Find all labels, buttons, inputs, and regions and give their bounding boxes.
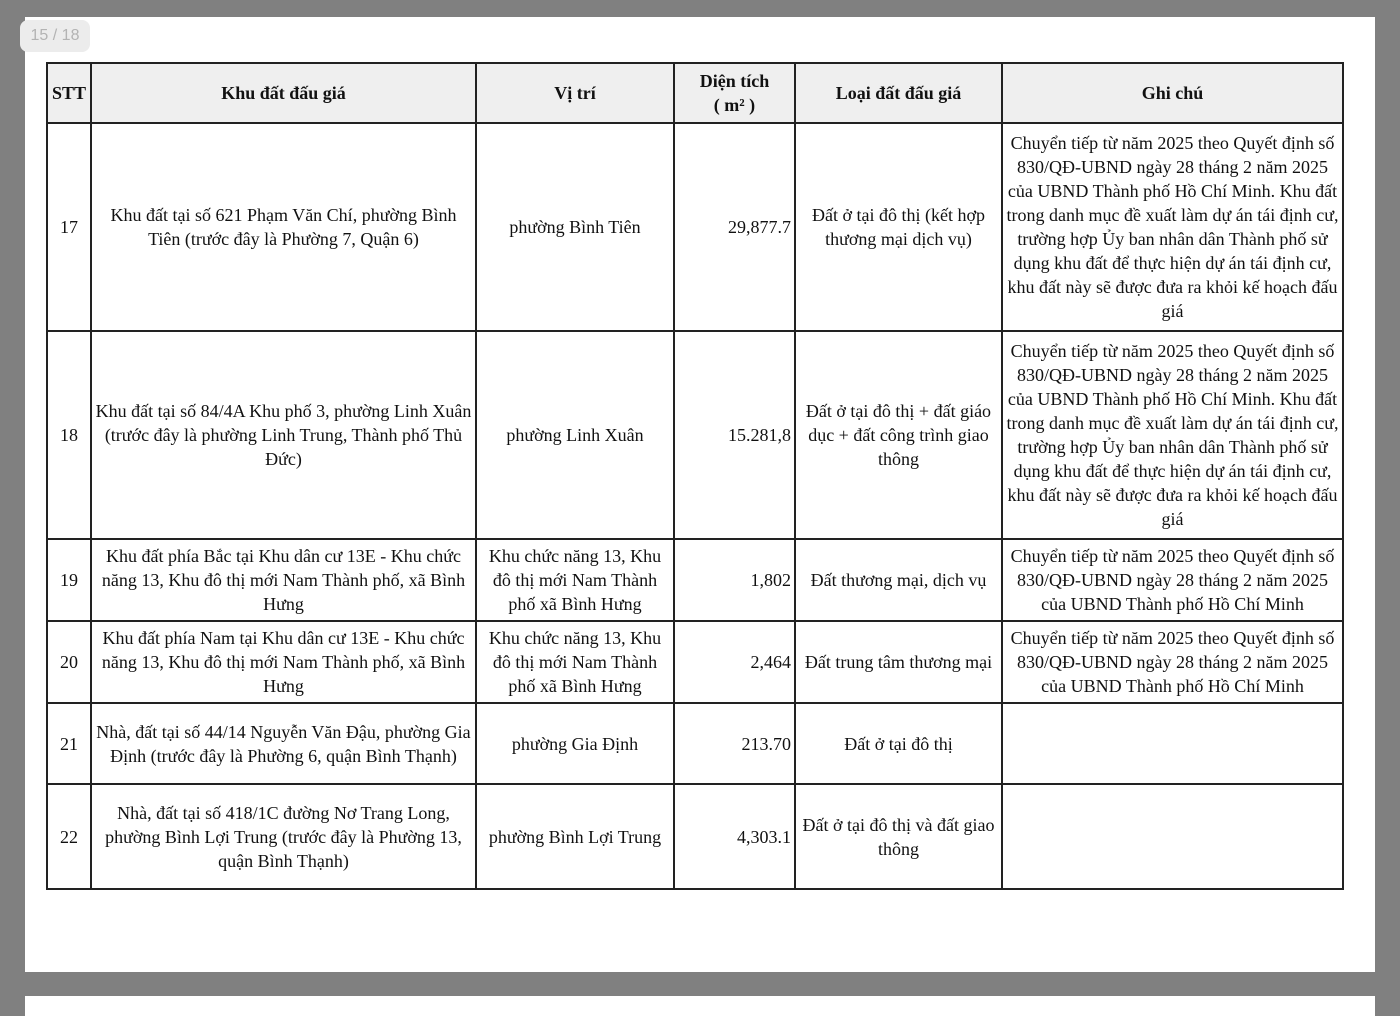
header-location: Vị trí — [476, 63, 674, 123]
cell-land-type: Đất ở tại đô thị và đất giao thông — [795, 784, 1002, 889]
cell-note — [1002, 784, 1343, 889]
cell-location: Khu chức năng 13, Khu đô thị mới Nam Thành phố xã Bình Hưng — [476, 621, 674, 703]
cell-land-type: Đất ở tại đô thị + đất giáo dục + đất công trình giao thông — [795, 331, 1002, 539]
cell-area: 29,877.7 — [674, 123, 795, 331]
cell-land-type: Đất ở tại đô thị — [795, 703, 1002, 784]
cell-note: Chuyển tiếp từ năm 2025 theo Quyết định số 830/QĐ-UBND ngày 28 tháng 2 năm 2025 của UBND Thành phố Hồ Chí Minh. Khu đất trong danh mục đề xuất làm dự án tái định cư, trường hợp Ủy ban nhân dân Thành phố sử dụng khu đất để thực hiện dự án tái định cư, khu đất này sẽ được đưa ra khỏi kế hoạch đấu giá — [1002, 331, 1343, 539]
cell-area: 2,464 — [674, 621, 795, 703]
table-row — [47, 331, 1343, 539]
header-note: Ghi chú — [1002, 63, 1343, 123]
cell-location: phường Gia Định — [476, 703, 674, 784]
cell-location: Khu chức năng 13, Khu đô thị mới Nam Thành phố xã Bình Hưng — [476, 539, 674, 621]
cell-location: phường Bình Tiên — [476, 123, 674, 331]
cell-area: 1,802 — [674, 539, 795, 621]
header-land-type: Loại đất đấu giá — [795, 63, 1002, 123]
table-row — [47, 621, 1343, 703]
header-area — [674, 63, 795, 123]
cell-note: Chuyển tiếp từ năm 2025 theo Quyết định số 830/QĐ-UBND ngày 28 tháng 2 năm 2025 của UBND Thành phố Hồ Chí Minh — [1002, 621, 1343, 703]
cell-stt: 22 — [47, 784, 91, 889]
cell-land-name: Khu đất tại số 84/4A Khu phố 3, phường Linh Xuân (trước đây là phường Linh Trung, Thành phố Thủ Đức) — [91, 331, 476, 539]
cell-stt: 21 — [47, 703, 91, 784]
table-row — [47, 539, 1343, 621]
table-row — [47, 123, 1343, 331]
header-land-area: Khu đất đấu giá — [91, 63, 476, 123]
cell-land-type: Đất ở tại đô thị (kết hợp thương mại dịch vụ) — [795, 123, 1002, 331]
cell-land-name: Khu đất tại số 621 Phạm Văn Chí, phường Bình Tiên (trước đây là Phường 7, Quận 6) — [91, 123, 476, 331]
land-auction-table — [46, 62, 1344, 890]
cell-land-name: Khu đất phía Bắc tại Khu dân cư 13E - Khu chức năng 13, Khu đô thị mới Nam Thành phố, xã Bình Hưng — [91, 539, 476, 621]
table-header-row — [47, 63, 1343, 123]
header-stt: STT — [47, 63, 91, 123]
cell-area: 213.70 — [674, 703, 795, 784]
table-row — [47, 784, 1343, 889]
table-row — [47, 703, 1343, 784]
cell-area: 4,303.1 — [674, 784, 795, 889]
cell-note — [1002, 703, 1343, 784]
cell-note: Chuyển tiếp từ năm 2025 theo Quyết định số 830/QĐ-UBND ngày 28 tháng 2 năm 2025 của UBND Thành phố Hồ Chí Minh — [1002, 539, 1343, 621]
cell-land-name: Nhà, đất tại số 44/14 Nguyễn Văn Đậu, phường Gia Định (trước đây là Phường 6, quận Bình Thạnh) — [91, 703, 476, 784]
cell-land-name: Khu đất phía Nam tại Khu dân cư 13E - Khu chức năng 13, Khu đô thị mới Nam Thành phố, xã Bình Hưng — [91, 621, 476, 703]
cell-land-type: Đất trung tâm thương mại — [795, 621, 1002, 703]
cell-land-name: Nhà, đất tại số 418/1C đường Nơ Trang Long, phường Bình Lợi Trung (trước đây là Phường 13, quận Bình Thạnh) — [91, 784, 476, 889]
page-counter: 15 / 18 — [20, 20, 90, 52]
header-area-line1: Diện tích — [699, 71, 770, 91]
cell-land-type: Đất thương mại, dịch vụ — [795, 539, 1002, 621]
next-document-page — [25, 996, 1375, 1016]
cell-location: phường Linh Xuân — [476, 331, 674, 539]
cell-area: 15.281,8 — [674, 331, 795, 539]
cell-stt: 17 — [47, 123, 91, 331]
cell-location: phường Bình Lợi Trung — [476, 784, 674, 889]
header-area-unit: ( m² ) — [713, 95, 756, 115]
cell-stt: 18 — [47, 331, 91, 539]
cell-stt: 20 — [47, 621, 91, 703]
cell-stt: 19 — [47, 539, 91, 621]
cell-note: Chuyển tiếp từ năm 2025 theo Quyết định số 830/QĐ-UBND ngày 28 tháng 2 năm 2025 của UBND Thành phố Hồ Chí Minh. Khu đất trong danh mục đề xuất làm dự án tái định cư, trường hợp Ủy ban nhân dân Thành phố sử dụng khu đất để thực hiện dự án tái định cư, khu đất này sẽ được đưa ra khỏi kế hoạch đấu giá — [1002, 123, 1343, 331]
